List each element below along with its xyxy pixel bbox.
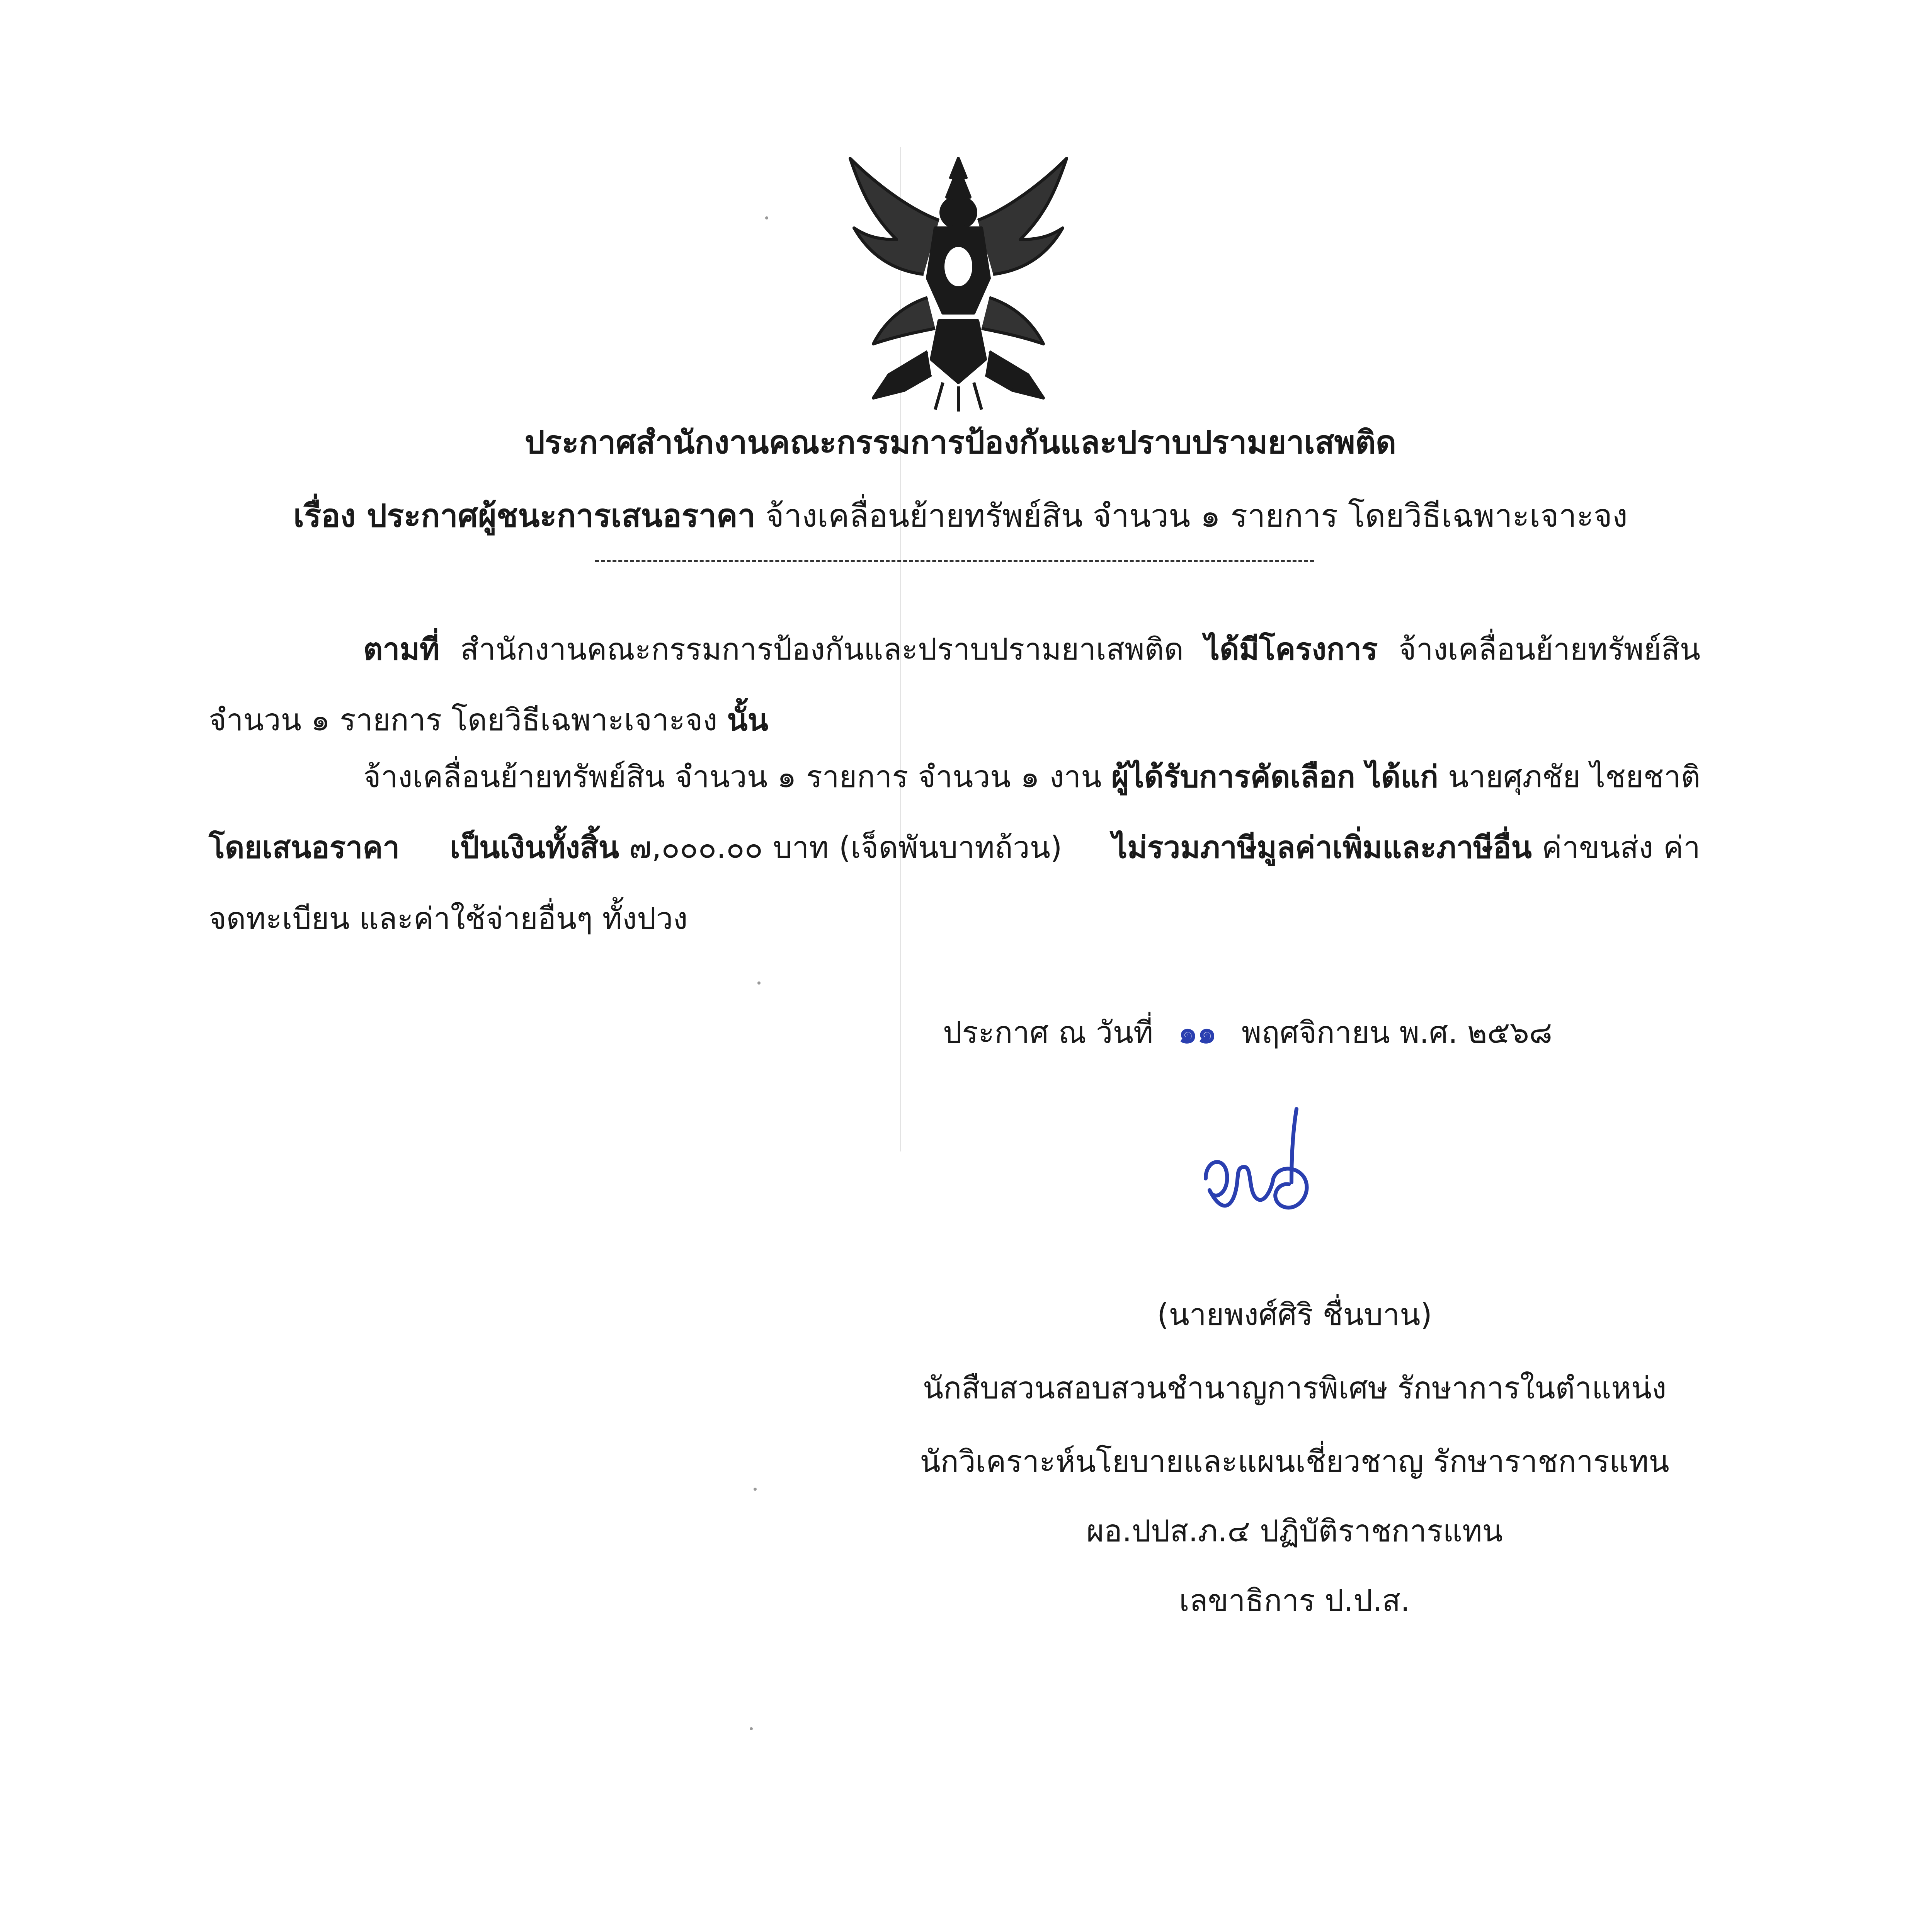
paragraph-winner: [209, 742, 1700, 954]
p2-amount: ๗,๐๐๐.๐๐ บาท (เจ็ดพันบาทถ้วน): [629, 830, 1062, 866]
signatory-position-4: เลขาธิการ ป.ป.ส.: [1179, 1583, 1410, 1618]
p1-project-name: จ้างเคลื่อนย้ายทรัพย์สิน จำนวน ๑ รายการ โดยวิธีเฉพาะเจาะจง: [209, 632, 1701, 738]
p2-bid-label: โดยเสนอราคา: [209, 830, 400, 866]
p2-tax-note: ไม่รวมภาษีมูลค่าเพิ่มและภาษีอื่น: [1112, 830, 1532, 866]
p1-end: นั้น: [727, 703, 768, 738]
subject-text: จ้างเคลื่อนย้ายทรัพย์สิน จำนวน ๑ รายการ โดยวิธีเฉพาะเจาะจง: [765, 498, 1628, 534]
subject-lead: เรื่อง ประกาศผู้ชนะการเสนอราคา: [293, 498, 755, 534]
p1-agency: สำนักงานคณะกรรมการป้องกันและปราบปรามยาเสพติด: [460, 632, 1184, 667]
announcement-date: [943, 1009, 1552, 1056]
scan-speck: [765, 216, 768, 219]
date-month-year: พฤศจิกายน พ.ศ. ๒๕๖๘: [1241, 1015, 1553, 1050]
p1-project-label: ได้มีโครงการ: [1204, 632, 1378, 667]
date-day: ๑๑: [1178, 1015, 1217, 1050]
p2-winner-name: นายศุภชัย ไชยชาติ: [1448, 760, 1701, 794]
p2-item: จ้างเคลื่อนย้ายทรัพย์สิน จำนวน ๑ รายการ จำนวน ๑ งาน: [363, 760, 1102, 794]
p2-total-label: เป็นเงินทั้งสิ้น: [449, 830, 619, 866]
p2-winner-label: ผู้ได้รับการคัดเลือก ได้แก่: [1111, 760, 1438, 794]
scan-speck: [754, 1488, 757, 1491]
signature-icon: [1190, 1101, 1345, 1240]
signatory-position-3: ผอ.ปปส.ภ.๔ ปฏิบัติราชการแทน: [1086, 1514, 1503, 1549]
signatory-name: (นายพงศ์ศิริ ชื่นบาน): [1157, 1298, 1432, 1332]
signatory-position-1: นักสืบสวนสอบสวนชำนาญการพิเศษ รักษาการในตำแหน่ง: [922, 1371, 1667, 1406]
p2-other-costs: ค่าขนส่ง ค่าจดทะเบียน และค่าใช้จ่ายอื่นๆ ทั้งปวง: [209, 830, 1700, 936]
announcement-title: ประกาศสำนักงานคณะกรรมการป้องกันและปราบปรามยาเสพติด: [524, 424, 1397, 461]
dashed-divider: [595, 560, 1314, 562]
scan-speck: [757, 981, 761, 985]
scan-speck: [750, 1727, 753, 1730]
garuda-emblem-icon: [839, 151, 1078, 413]
date-prefix: ประกาศ ณ วันที่: [943, 1015, 1154, 1050]
paragraph-project: [209, 614, 1700, 756]
announcement-subject: [0, 491, 1921, 541]
p1-lead: ตามที่: [363, 632, 440, 667]
signatory-position-2: นักวิเคราะห์นโยบายและแผนเชี่ยวชาญ รักษาราชการแทน: [920, 1444, 1669, 1479]
